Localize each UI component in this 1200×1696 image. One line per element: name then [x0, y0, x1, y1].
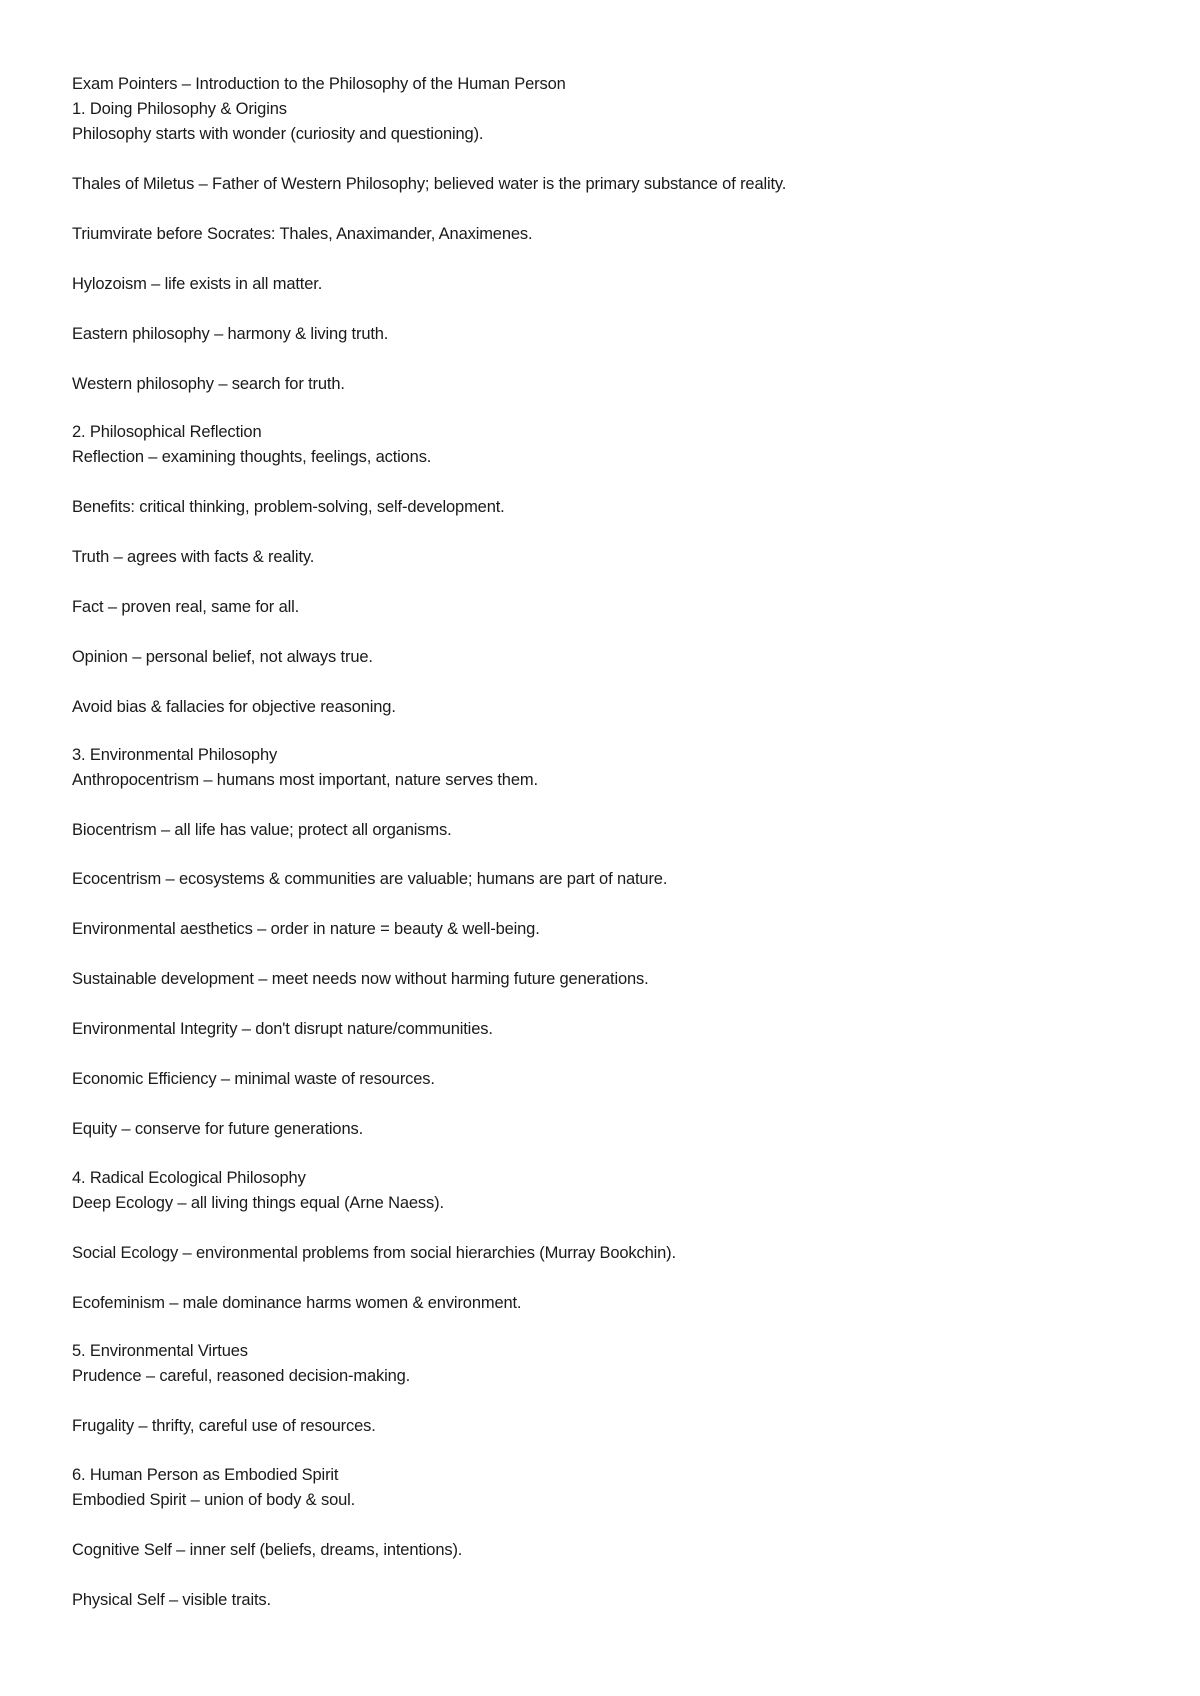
list-item: Anthropocentrism – humans most important, nature serves them. [72, 771, 538, 789]
list-item: Frugality – thrifty, careful use of resources. [72, 1417, 376, 1435]
list-item: Deep Ecology – all living things equal (Arne Naess). [72, 1194, 444, 1212]
list-item: Physical Self – visible traits. [72, 1591, 271, 1609]
list-item: Economic Efficiency – minimal waste of resources. [72, 1070, 435, 1088]
section-heading-environmental-philosophy: 3. Environmental Philosophy [72, 746, 278, 764]
section-heading-radical-ecological-philosophy: 4. Radical Ecological Philosophy [72, 1169, 306, 1187]
section-heading-embodied-spirit: 6. Human Person as Embodied Spirit [72, 1466, 339, 1484]
list-item: Ecofeminism – male dominance harms women & environment. [72, 1294, 522, 1312]
list-item: Cognitive Self – inner self (beliefs, dreams, intentions). [72, 1541, 463, 1559]
list-item: Western philosophy – search for truth. [72, 375, 345, 393]
list-item: Equity – conserve for future generations. [72, 1120, 364, 1138]
section-heading-philosophical-reflection: 2. Philosophical Reflection [72, 423, 262, 441]
document-title: Exam Pointers – Introduction to the Philosophy of the Human Person [72, 75, 566, 93]
list-item: Eastern philosophy – harmony & living truth. [72, 325, 389, 343]
list-item: Sustainable development – meet needs now without harming future generations. [72, 970, 649, 988]
list-item: Embodied Spirit – union of body & soul. [72, 1491, 356, 1509]
list-item: Social Ecology – environmental problems from social hierarchies (Murray Bookchin). [72, 1244, 676, 1262]
list-item: Environmental Integrity – don't disrupt nature/communities. [72, 1020, 493, 1038]
list-item: Thales of Miletus – Father of Western Philosophy; believed water is the primary substance of reality. [72, 175, 787, 193]
list-item: Avoid bias & fallacies for objective reasoning. [72, 698, 396, 716]
list-item: Truth – agrees with facts & reality. [72, 548, 315, 566]
list-item: Opinion – personal belief, not always true. [72, 648, 373, 666]
list-item: Ecocentrism – ecosystems & communities are valuable; humans are part of nature. [72, 870, 668, 888]
section-heading-doing-philosophy: 1. Doing Philosophy & Origins [72, 100, 287, 118]
list-item: Biocentrism – all life has value; protect all organisms. [72, 821, 452, 839]
section-heading-environmental-virtues: 5. Environmental Virtues [72, 1342, 248, 1360]
list-item: Hylozoism – life exists in all matter. [72, 275, 323, 293]
list-item: Benefits: critical thinking, problem-solving, self-development. [72, 498, 505, 516]
list-item: Environmental aesthetics – order in nature = beauty & well-being. [72, 920, 540, 938]
list-item: Philosophy starts with wonder (curiosity and questioning). [72, 125, 484, 143]
list-item: Fact – proven real, same for all. [72, 598, 300, 616]
list-item: Triumvirate before Socrates: Thales, Anaximander, Anaximenes. [72, 225, 533, 243]
list-item: Prudence – careful, reasoned decision-making. [72, 1367, 411, 1385]
list-item: Reflection – examining thoughts, feelings, actions. [72, 448, 432, 466]
